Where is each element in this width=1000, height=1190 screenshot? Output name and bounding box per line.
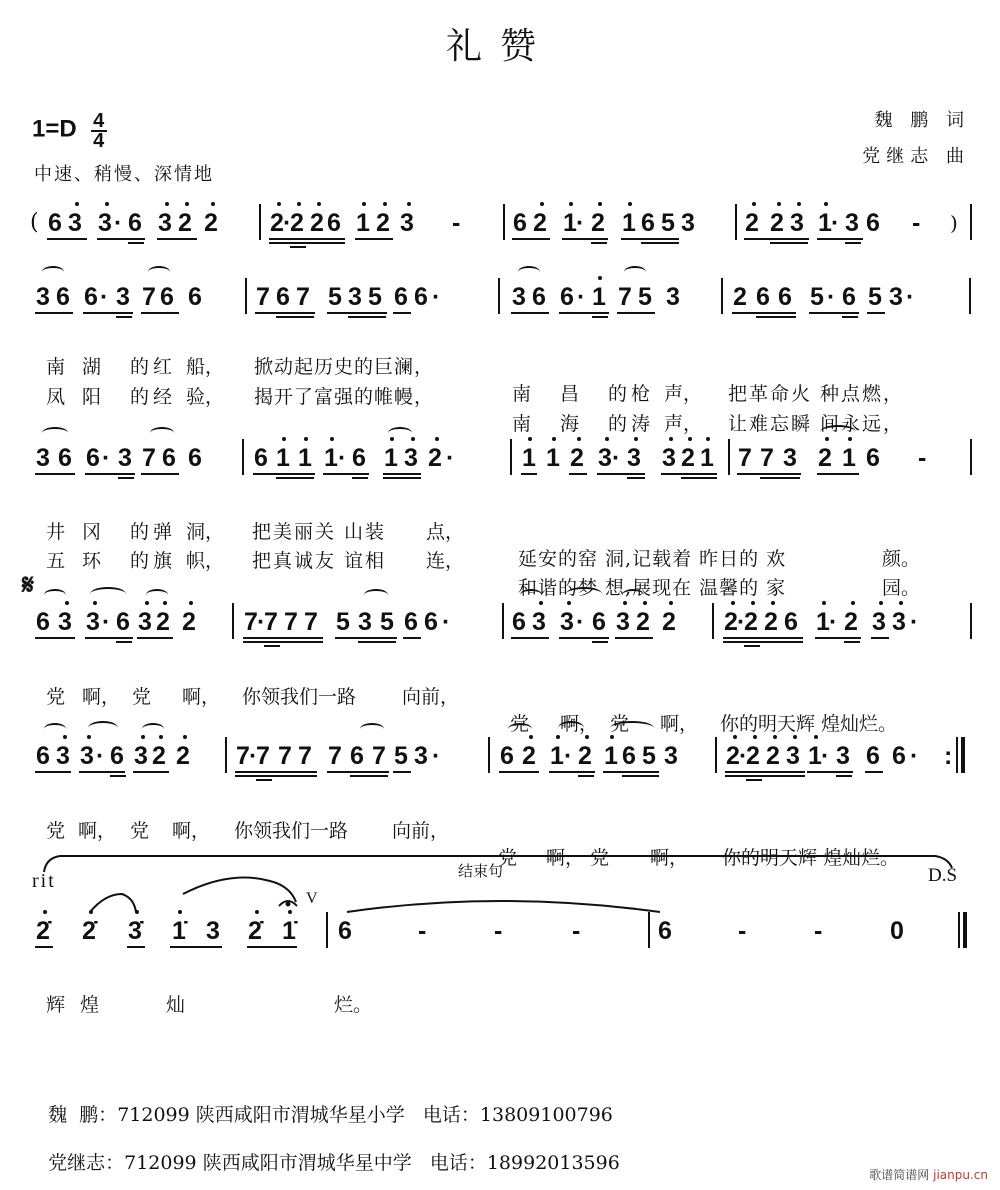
- barline: [728, 439, 730, 475]
- barline: [225, 737, 227, 773]
- lyricist-credit: 魏 鹏 词: [874, 110, 970, 131]
- barline: [488, 737, 490, 773]
- barline: [245, 278, 247, 314]
- lyrics-coda: 辉 煌 灿 烂。: [46, 994, 373, 1016]
- barline: [970, 439, 972, 475]
- barline: [259, 204, 261, 240]
- repeat-barline-thin: [956, 737, 958, 773]
- lyrics-line3-verse1: 井 冈 的弹 洞， 把美丽关 山装 点， 延安的窑 洞,记载着 昨日的 欢 颜。: [46, 521, 921, 570]
- final-barline-thin: [958, 912, 960, 948]
- barline: [970, 603, 972, 639]
- lyrics-line2-verse1: 南 湖 的红 船， 掀动起历史的巨澜， 南 昌 的枪 声， 把革命火 种点燃，: [46, 356, 905, 405]
- score-line-1: ( 6 3 3 · 6 3 2 2 2 · 2 2 6 1 2 3 - 6 2 1 · 2 1 6 5 3 2 2 3 1 · 3 6 - ): [0, 208, 1000, 248]
- ending-label: 结束句: [458, 862, 504, 880]
- song-title: 礼赞: [445, 26, 554, 67]
- lyrics-line5: 党 啊， 党 啊， 你领我们一路 向前， 党 啊， 党 啊， 你的明天辉 煌灿烂。 D.S: [46, 820, 958, 886]
- key-signature: [32, 112, 107, 150]
- barline: [242, 439, 244, 475]
- final-barline-thick: [963, 912, 967, 948]
- score-line-4: 6 3 3 · 6 3 2 2 7 · 7 7 7 5 3 5 6 6 · 6 3 3 · 6 3 2 2 2 · 2 2 6 1 · 2 3 3 ·: [0, 607, 1000, 647]
- composer-credit: 党继志 曲: [862, 146, 970, 167]
- barline: [498, 278, 500, 314]
- score-line-3: 3 6 6 · 3 7 6 6 6 1 1 1 · 6 1 3 2 · 1 1 2 3 · 3 3 2 1 7 7 3 2 1 6 -: [0, 443, 1000, 483]
- dal-segno-mark: D.S: [928, 865, 958, 886]
- time-signature: $\frac{4}{4}$: [91, 112, 107, 150]
- site-watermark: 歌谱简谱网 jianpu.cn: [869, 1168, 988, 1182]
- segno-sign: 𝄋: [22, 568, 35, 601]
- open-paren: (: [30, 210, 39, 235]
- barline: [970, 204, 972, 240]
- close-paren: ): [950, 211, 958, 235]
- lyrics-line4: 党 啊， 党 啊， 你领我们一路 向前， 党 啊， 党 啊， 你的明天辉 煌灿烂。: [46, 686, 898, 735]
- barline: [648, 912, 650, 948]
- lyrics-line2-verse2: 凤 阳 的经 验， 揭开了富强的帷幔， 南 海 的涛 声， 让难忘瞬 间永远，: [46, 386, 905, 435]
- barline: [735, 204, 737, 240]
- ritardando-mark: rit: [32, 870, 56, 892]
- tempo-marking: 中速、稍慢、深情地: [34, 164, 214, 185]
- contact-composer: 党继志：712099 陕西咸阳市渭城华星中学 电话：18992013596: [48, 1152, 620, 1174]
- score-line-coda: 2̇ 2̇ 3̇ 1̇ 3 2̇ 1̇ 6 - - - 6 - - 0: [0, 916, 1000, 956]
- barline: [326, 912, 328, 948]
- repeat-barline-thick: [961, 737, 965, 773]
- score-line-5: 6 3 3 · 6 3 2 2 7 · 7 7 7 7 6 7 5 3 · 6 2 1 · 2 1 6 5 3 2 · 2 2 3 1 · 3 6 6 · :: [0, 741, 1000, 781]
- barline: [715, 737, 717, 773]
- barline: [712, 603, 714, 639]
- breath-mark: V: [306, 890, 318, 907]
- score-line-2: 3 6 6 · 3 7 6 6 7 6 7 5 3 5 6 6 · 3 6 6 · 1 7 5 3 2 6 6 5 · 6 5 3 ·: [0, 282, 1000, 322]
- lyrics-line3-verse2: 五 环 的旗 帜， 把真诚友 谊相 连， 和谐的梦 想,展现在 温馨的 家 园。: [46, 550, 921, 599]
- contact-lyricist: 魏 鹏：712099 陕西咸阳市渭城华星小学 电话：13809100796: [48, 1104, 613, 1126]
- barline: [510, 439, 512, 475]
- barline: [232, 603, 234, 639]
- barline: [721, 278, 723, 314]
- barline: [969, 278, 971, 314]
- barline: [502, 603, 504, 639]
- barline: [503, 204, 505, 240]
- key-label: 1=D: [32, 115, 77, 143]
